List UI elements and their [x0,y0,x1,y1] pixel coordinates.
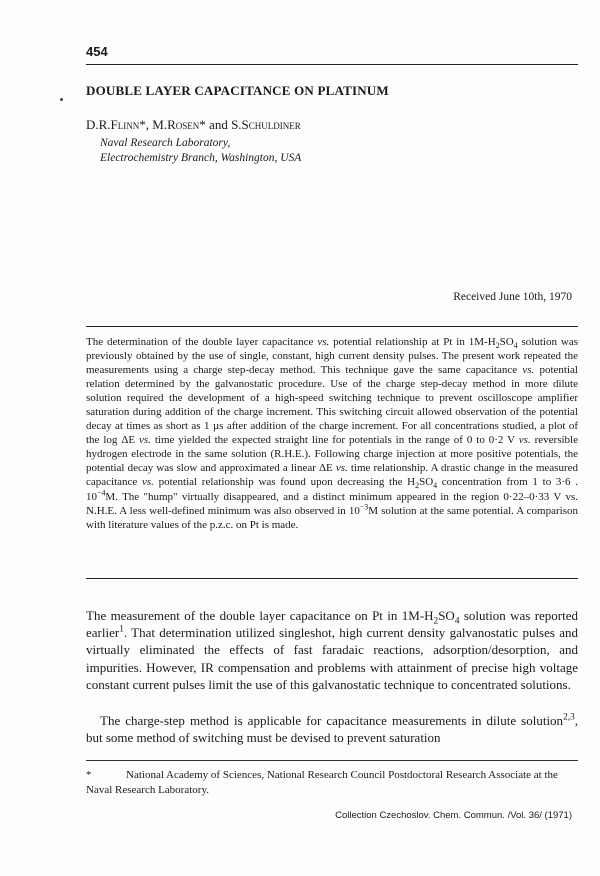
abstract-paragraph: The determination of the double layer capacitance vs. potential relationship at Pt in $1M-H_2SO_4$ solution was previously obtained by the use of single, constant, high current density pulses. The present work repeated the measurements using a charge step-decay method. This technique gave the same capacitance vs. potential relation determined by the galvanostatic procedure. Use of the charge step-decay method in more dilute solution required the development of a high-speed switching technique to prevent oscilloscope amplifier saturation during addition of the charge increment. This switching circuit allowed observation of the potential decay at times as short as 1 µs after addition of the charge increment. For all concentrations studied, a plot of the log ΔE vs. time yielded the expected straight line for potentials in the range of 0 to 0·2 V vs. reversible hydrogen electrode in the same solution (R.H.E.). Following charge injection at more positive potentials, the potential decay was slow and approximated a linear ΔE vs. time relationship. A drastic change in the measured capacitance vs. potential relationship was found upon decreasing the $H_2SO_4$ concentration from 1 to 3·6 . $10^{-4}M$. The "hump" virtually disappeared, and a distinct minimum appeared in the region 0·22–0·33 V vs. N.H.E. A less well-defined minimum was also observed in $10^{-3}M$ solution at the same potential. A comparison with literature values of the p.z.c. on Pt is made. [86,336,579,531]
author-1-initials: D.R.F [86,117,118,132]
author-line [86,117,301,133]
footnote-text: National Academy of Sciences, National Research Council Postdoctoral Research Associate at the Naval Research Laboratory. [86,769,558,796]
received-date: Received June 10th, 1970 [453,291,572,303]
footnote-mark: * [86,769,92,781]
affiliation-line-2: Electrochemistry Branch, Washington, USA [100,152,302,164]
header-rule [86,64,578,65]
author-3-initials: * and S.S [199,117,249,132]
author-1-surname: linn [117,117,140,132]
abstract-bottom-rule [86,578,578,579]
author-2-surname: osen [175,117,200,132]
author-3-surname: chuldiner [248,117,301,132]
footnote [86,768,578,798]
reference-1: 1 [119,624,124,635]
abstract-top-rule [86,326,578,327]
page-number: 454 [86,44,108,59]
footnote-rule [86,760,578,761]
affiliation-line-1: Naval Research Laboratory, [100,137,231,149]
journal-citation: Collection Czechoslov. Chem. Commun. /Vol. 36/ (1971) [335,810,572,821]
body-paragraph-1: The measurement of the double layer capacitance on Pt in $1M-H_2SO_4$ solution was reported earlier$^1$. That determination utilized singleshot, high current density galvanostatic pulses and virtually eliminated the effects of fast faradaic reactions, adsorption/desorption, and impurities. However, IR compensation and problems with attainment of precise high voltage constant current pulses limit the use of this galvanostatic technique to concentrated solutions. [86,608,578,692]
reference-2-3: 2,3 [563,712,575,723]
body-paragraph-2: The charge-step method is applicable for capacitance measurements in dilute solution$^{2,3}$, but some method of switching must be devised to prevent saturation [86,712,578,746]
article-title: DOUBLE LAYER CAPACITANCE ON PLATINUM [86,83,389,98]
author-2-initials: *, M.R [139,117,176,132]
margin-mark [60,98,63,101]
